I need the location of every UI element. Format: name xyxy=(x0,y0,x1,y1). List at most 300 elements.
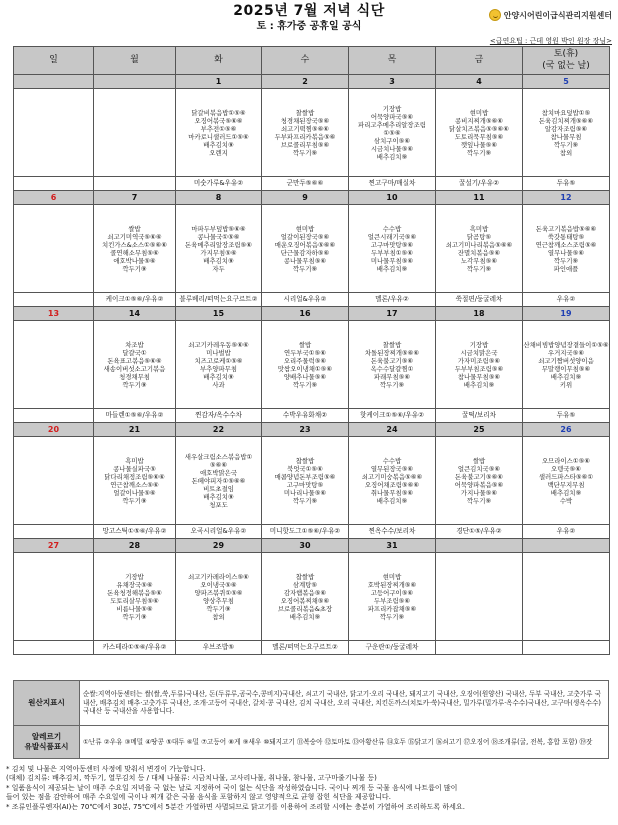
snack-cell: 케이크①⑤⑥/우유② xyxy=(94,293,176,307)
menu-item: 새송이버섯소고기볶음 xyxy=(103,364,166,373)
snack-cell: 찐감자/옥수수차 xyxy=(176,409,262,423)
menu-calendar xyxy=(13,46,610,655)
date-cell: 5 xyxy=(523,75,610,89)
menu-item: 청경채무침 xyxy=(119,372,150,381)
snack-cell xyxy=(14,525,94,539)
menu-item: 돈육청정해볶음⑤⑥ xyxy=(107,588,162,597)
snack-cell: 오곡시리얼&우유② xyxy=(176,525,262,539)
date-cell: 29 xyxy=(176,539,262,553)
menu-cell xyxy=(523,89,610,177)
menu-item: 깍두기⑨ xyxy=(553,256,579,265)
menu-item: 현미밥 xyxy=(469,108,489,117)
menu-item: 두부파프리카볶음⑤⑥ xyxy=(274,132,336,141)
menu-item: 수수밥 xyxy=(382,224,402,233)
menu-item: 고구마맛탕⑤ xyxy=(286,480,324,489)
menu-item: 깍두기⑨ xyxy=(122,496,147,505)
note-line: (대체) 김치류: 배추김치, 깍두기, 열무김치 등 / 대체 나물류: 시금치나물, 고사리나물, 취나물, 참나물, 고구마줄기나물 등) xyxy=(6,774,377,783)
menu-item: 참나물무침⑤⑥ xyxy=(457,372,501,381)
menu-item: 비름나물⑤⑥ xyxy=(116,604,153,613)
snack-cell: 망고스틱①⑤⑥/우유② xyxy=(94,525,176,539)
snack-cell xyxy=(14,409,94,423)
date-cell: 24 xyxy=(349,423,436,437)
snack-cell: 마들렌①⑤⑥/우유② xyxy=(94,409,176,423)
date-cell xyxy=(523,539,610,553)
date-cell: 3 xyxy=(349,75,436,89)
menu-item: 파리고추메추리알장조림 xyxy=(358,120,426,129)
menu-item: 차조밥 xyxy=(125,340,144,349)
menu-item: ⑤⑥⑥ xyxy=(209,460,228,469)
date-cell: 17 xyxy=(349,307,436,321)
menu-item: 미나리나물⑤⑥ xyxy=(283,488,327,497)
menu-cell xyxy=(262,553,349,641)
weekday-2: 화 xyxy=(176,47,262,75)
menu-item: 오징어채조림⑤⑥⑥ xyxy=(364,480,420,489)
center-logo xyxy=(489,9,612,21)
origin-label: 원산지표시 xyxy=(14,681,80,726)
menu-cell xyxy=(176,437,262,525)
menu-item: 쇠고기미숭볶음⑤⑥⑥ xyxy=(361,472,423,481)
menu-item: 찰쌀밥 xyxy=(295,108,315,117)
menu-item: 맛쌈오이냉채①⑤⑥ xyxy=(277,364,333,373)
menu-item: 깍두기⑨ xyxy=(292,496,318,505)
menu-item: 깍두기⑨ xyxy=(122,380,147,389)
menu-cell xyxy=(436,89,523,177)
menu-item: 삼치구이⑤⑥ xyxy=(373,136,411,145)
menu-cell xyxy=(436,437,523,525)
menu-item: 치킨가스&소스①⑤⑥⑥ xyxy=(102,240,167,249)
date-cell: 1 xyxy=(176,75,262,89)
menu-item: 연두부국①⑤⑥ xyxy=(284,348,326,357)
snack-cell: 꿀설기/우유② xyxy=(436,177,523,191)
date-cell: 6 xyxy=(14,191,94,205)
date-cell xyxy=(14,75,94,89)
menu-item: 쌀밥 xyxy=(298,340,312,349)
menu-cell xyxy=(523,321,610,409)
menu-item: 배추김치⑨ xyxy=(550,488,582,497)
menu-cell xyxy=(176,89,262,177)
weekday-header-row xyxy=(14,47,610,75)
menu-item: 쌀밥 xyxy=(128,224,141,233)
snack-cell: 수박우유화채② xyxy=(262,409,349,423)
menu-item: 배추김치⑨ xyxy=(289,612,321,621)
menu-item: 참나물무침 xyxy=(550,132,582,141)
weekday-3: 수 xyxy=(262,47,349,75)
menu-item: 쌀밥 xyxy=(472,456,486,465)
menu-item: 두부부침①⑤⑥ xyxy=(371,248,413,257)
snack-row xyxy=(14,177,610,191)
menu-item: 얼큰시래기국⑤⑥ xyxy=(367,232,417,241)
menu-item: 파인애플 xyxy=(553,264,579,273)
menu-item: 돈육메추리알장조림⑤⑥ xyxy=(184,240,253,249)
menu-cell xyxy=(94,205,176,293)
menu-cell xyxy=(14,437,94,525)
menu-item: 고구마맛탕⑤⑥ xyxy=(370,240,414,249)
snack-cell: 핫케이크①⑤⑥/우유② xyxy=(349,409,436,423)
menu-item: 돈육표고볶음⑤⑥⑥ xyxy=(107,356,162,365)
menu-item: 애호박맑은국 xyxy=(199,468,238,477)
date-cell: 8 xyxy=(176,191,262,205)
snack-cell xyxy=(14,641,94,655)
menu-item: 깍두기⑨ xyxy=(122,612,147,621)
date-cell: 13 xyxy=(14,307,94,321)
menu-cell xyxy=(94,321,176,409)
menu-row xyxy=(14,437,610,525)
menu-cell xyxy=(176,321,262,409)
menu-item: 깍두기⑨ xyxy=(466,264,492,273)
page-subtitle: 토 : 휴가중 공휴일 공식 xyxy=(256,21,362,32)
snack-cell xyxy=(523,641,610,655)
menu-item: 현미밥 xyxy=(295,224,315,233)
menu-item: 브로콜리무침⑤⑥ xyxy=(280,140,330,149)
menu-item: 얼갈이나물⑤⑥ xyxy=(113,488,156,497)
menu-item: 깍두기⑨ xyxy=(292,148,318,157)
menu-item: 깻잎나물⑤⑥ xyxy=(460,140,498,149)
center-name: 안양시어린이급식관리지원센터 xyxy=(503,10,612,20)
snack-cell xyxy=(14,177,94,191)
menu-cell xyxy=(94,89,176,177)
date-cell: 26 xyxy=(523,423,610,437)
menu-item: 찰쌀밥 xyxy=(382,340,402,349)
menu-item: 매운오징어볶음⑤⑥⑥ xyxy=(274,240,336,249)
menu-item: 무말랭이무침⑤⑥ xyxy=(541,364,591,373)
menu-cell xyxy=(349,553,436,641)
menu-item: 매콤양념돈부조림⑤⑥ xyxy=(274,472,336,481)
snack-cell: 카스테라①⑤⑥/우유② xyxy=(94,641,176,655)
menu-item: 차돌된장찌개⑤⑥⑥ xyxy=(364,348,420,357)
menu-item: 두부부침조림⑤⑥ xyxy=(454,364,504,373)
menu-item: 돈육김치찌개⑤⑥⑥ xyxy=(538,116,594,125)
menu-item: 쇠고기미나리볶음⑤⑥⑥ xyxy=(445,240,513,249)
menu-item: 돈육불고기⑤⑥⑥ xyxy=(454,472,504,481)
menu-item: 닭곰탕⑤ xyxy=(466,232,492,241)
menu-item: 깍두기⑨ xyxy=(292,264,318,273)
weekday-1: 월 xyxy=(94,47,176,75)
menu-item: 호박된장찌개⑤⑥ xyxy=(367,580,417,589)
menu-item: 도토리살무침⑤⑥ xyxy=(110,596,159,605)
origin-text: 순쌀:지역아동센터는 쌀(쌀,쑥,두류)국내산, 돈(두류루,곰국수,콩비지)국내산, 쇠고기 국내산, 닭고기·오리 국내산, 돼지고기 국내산, 오징어(원양산) 국내산, 두부 국내산, 고춧가루 국내산, 배추김치 배추·고춧가루 국내산, 조개·고등어 국내산, 갈치·콩 국내산, 김치 국내산, 오리 국내산, 치킨돈까스(치토카·쑥)국내산, 밀가루(밀가루·옥수수)국내산, 고구마(생옥수수)국내산 등 국내산을 사용합니다. xyxy=(80,681,609,726)
snack-cell: 미니핫도그①⑤⑥/우유② xyxy=(262,525,349,539)
menu-cell xyxy=(14,553,94,641)
menu-item: 열무된장국⑤⑥ xyxy=(370,464,414,473)
menu-item: 비트초절임 xyxy=(203,484,234,493)
menu-item: 배추김치⑨ xyxy=(463,380,495,389)
snack-row xyxy=(14,525,610,539)
menu-item: 오므라이스①⑤⑥ xyxy=(541,456,591,465)
date-cell xyxy=(94,75,176,89)
menu-item: 오징어볶찌채⑤⑥ xyxy=(280,596,330,605)
page-title: 2025년 7월 저녁 식단 xyxy=(233,3,385,19)
weekday-5: 금 xyxy=(436,47,523,75)
menu-item: 깍두기⑨ xyxy=(379,612,405,621)
menu-item: 알감자조림⑤⑥ xyxy=(544,124,588,133)
menu-item: 배추김치⑨ xyxy=(376,264,408,273)
menu-cell xyxy=(14,89,94,177)
menu-item: 도토리묵무침⑤⑥ xyxy=(454,132,504,141)
menu-item: 깍두기⑨ xyxy=(122,264,147,273)
allergy-text: ①난류 ②우유 ③메밀 ④땅콩 ⑤대두 ⑥밀 ⑦고등어 ⑧게 ⑨새우 ⑩돼지고기 ⑪복숭아 ⑫토마토 ⑬아황산류 ⑭호두 ⑮닭고기 ⑯쇠고기 ⑰오징어 ⑱조개류(굴, 전복, 홍합 포함) ⑲잣 xyxy=(80,726,609,759)
date-row xyxy=(14,423,610,437)
menu-item: 고등어구이⑤⑥ xyxy=(370,588,414,597)
menu-item: 산채비빔밥양념장곁들이①⑤⑥ xyxy=(523,340,609,349)
menu-item: 부추양파무침 xyxy=(199,364,238,373)
menu-item: 쇠고기카레라이스⑤⑥ xyxy=(188,572,249,581)
menu-item: 달걀국① xyxy=(122,348,147,357)
menu-cell xyxy=(14,205,94,293)
menu-item: 흑미밥 xyxy=(125,456,144,465)
menu-item: 파래무침⑤⑥ xyxy=(373,372,411,381)
date-cell: 18 xyxy=(436,307,523,321)
menu-item: 콩나물실파국⑤ xyxy=(113,464,156,473)
menu-item: 깍두기⑨ xyxy=(466,496,492,505)
menu-item: 흑미밥 xyxy=(469,224,489,233)
menu-item: 취나물무침⑤⑥ xyxy=(370,488,414,497)
menu-item: 어묵양파볶음⑤⑥ xyxy=(454,480,504,489)
menu-cell xyxy=(349,205,436,293)
menu-item: 오리주물럭⑤⑥ xyxy=(283,356,327,365)
date-cell: 28 xyxy=(94,539,176,553)
menu-item: 기장밥 xyxy=(469,340,489,349)
menu-item: 배추김치⑨ xyxy=(203,372,234,381)
menu-item: 가지무침⑤⑥ xyxy=(200,248,237,257)
menu-item: 두부조림⑤⑥ xyxy=(373,596,411,605)
date-row xyxy=(14,539,610,553)
note-line: * 김치 및 나물은 지역아동센터 사정에 맞춰서 변경이 가능합니다. xyxy=(6,765,206,773)
snack-cell: 두유⑤ xyxy=(523,177,610,191)
date-row xyxy=(14,191,610,205)
snack-cell: 미숫가루&우유② xyxy=(176,177,262,191)
menu-item: 콩나물국①⑤⑥ xyxy=(197,232,240,241)
weekday-6: 토(휴) (국 없는 날) xyxy=(523,47,610,75)
menu-item: 돈육불고기⑤⑥ xyxy=(370,356,414,365)
menu-item: 치즈고로케①⑤⑥ xyxy=(194,356,243,365)
menu-item: 브로콜리볶음&초장 xyxy=(277,604,333,613)
menu-item: 오뎅국⑤⑥ xyxy=(551,464,581,473)
snack-row xyxy=(14,409,610,423)
menu-item: 콩비지찌개⑤⑥⑥ xyxy=(454,116,504,125)
snack-cell xyxy=(94,177,176,191)
menu-item: 돈육고기볶음밥⑤⑥⑥ xyxy=(535,224,597,233)
menu-item: 우거지국⑤⑥ xyxy=(547,348,585,357)
menu-item: 깍두기⑨ xyxy=(379,380,405,389)
menu-item: 쇠고기미역국⑤⑥⑥ xyxy=(107,232,162,241)
menu-cell xyxy=(14,321,94,409)
menu-item: 어묵양파국⑤⑥ xyxy=(370,112,414,121)
menu-item: 연근참깨소스⑤⑥ xyxy=(110,480,159,489)
menu-item: 오이냉국⑤⑥ xyxy=(200,580,237,589)
snack-cell: 경단①⑤/우유② xyxy=(436,525,523,539)
snack-cell xyxy=(436,641,523,655)
menu-item: 북엇국①⑤⑥ xyxy=(287,464,323,473)
date-cell: 31 xyxy=(349,539,436,553)
menu-item: 얼큰김치국⑤⑥ xyxy=(457,464,501,473)
date-row xyxy=(14,307,610,321)
menu-cell xyxy=(94,437,176,525)
menu-item: 배추김치⑨ xyxy=(376,152,408,161)
calendar-body xyxy=(14,75,610,655)
snack-cell: 두유⑤ xyxy=(523,409,610,423)
snack-cell: 우유② xyxy=(523,525,610,539)
menu-item: 깍두기⑨ xyxy=(553,140,579,149)
menu-item: 유채장국⑤⑥ xyxy=(116,580,153,589)
allergy-label xyxy=(14,726,80,759)
menu-item: 새우살크림소스볶음밥① xyxy=(184,452,253,461)
menu-cell xyxy=(349,89,436,177)
note-line: 들어 있는 점을 감안하여 매주 수요일에 국이나 찌개 같은 국물 음식을 포함하지 않고 영양적으로 균형 잡힌 식단을 제공합니다. xyxy=(6,793,391,802)
date-cell: 9 xyxy=(262,191,349,205)
menu-item: 사과 xyxy=(212,380,225,389)
date-cell: 2 xyxy=(262,75,349,89)
notes xyxy=(6,765,612,812)
menu-item: 참외 xyxy=(559,148,573,157)
menu-item: ①⑤⑥ xyxy=(383,128,401,137)
date-cell: 19 xyxy=(523,307,610,321)
menu-item: 찹쌀밥 xyxy=(295,572,315,581)
menu-item: 옥수수달걀찜① xyxy=(370,364,414,373)
snack-row xyxy=(14,641,610,655)
menu-cell xyxy=(523,437,610,525)
menu-item: 양파즈볶퀴①⑤⑥ xyxy=(194,588,243,597)
menu-cell xyxy=(262,89,349,177)
snack-cell xyxy=(14,293,94,307)
menu-item: 시금치나물⑤⑥ xyxy=(370,144,414,153)
snack-cell: 멜론/우유② xyxy=(349,293,436,307)
menu-item: 가자미조림⑤⑥ xyxy=(457,356,501,365)
date-cell: 14 xyxy=(94,307,176,321)
menu-item: 미나벌밥 xyxy=(206,348,231,357)
date-cell: 25 xyxy=(436,423,523,437)
menu-item: 콩나물무침⑤⑥ xyxy=(283,256,327,265)
menu-item: 쇠고기짬버섯양이음 xyxy=(538,356,594,365)
weekday-4: 목 xyxy=(349,47,436,75)
menu-item: 가지나물⑤⑥ xyxy=(460,488,498,497)
menu-item: 잔멸치볶음⑤⑥ xyxy=(457,248,501,257)
menu-item: 배추김치⑨ xyxy=(203,256,234,265)
menu-row xyxy=(14,205,610,293)
menu-item: 참치마요덮밥①⑤ xyxy=(541,108,591,117)
menu-row xyxy=(14,553,610,641)
menu-item: 양상추무침 xyxy=(203,596,234,605)
note-line: * 일품음식이 제공되는 날이 매주 수요일 저녁을 국 없는 날로 지정하여 국이 없는 식단을 작성하였습니다. 국이나 찌개 등 국물 음식에 나트륨이 많이 xyxy=(6,783,458,792)
info-table xyxy=(13,680,609,759)
date-cell: 23 xyxy=(262,423,349,437)
menu-item: 청포도 xyxy=(209,500,228,509)
menu-cell xyxy=(176,553,262,641)
snack-cell: 시리얼&우유② xyxy=(262,293,349,307)
date-cell: 27 xyxy=(14,539,94,553)
menu-cell xyxy=(262,205,349,293)
menu-cell xyxy=(436,205,523,293)
menu-cell xyxy=(523,205,610,293)
menu-item: 얼갈이된장국⑤⑥ xyxy=(280,232,330,241)
date-cell: 7 xyxy=(94,191,176,205)
menu-item: 배추김치⑨ xyxy=(376,496,408,505)
menu-item: 마카로니샐러드①⑤⑥ xyxy=(188,132,249,141)
menu-item: 수박 xyxy=(559,496,573,505)
menu-item: 감자햄볶음⑤⑥ xyxy=(283,588,327,597)
menu-item: 배추김치⑨ xyxy=(550,372,582,381)
date-cell: 11 xyxy=(436,191,523,205)
menu-cell xyxy=(349,321,436,409)
menu-item: 수수밥 xyxy=(382,456,402,465)
menu-item: 시금치맑은국 xyxy=(460,348,498,357)
menu-item: 기장밥 xyxy=(125,572,144,581)
date-cell: 30 xyxy=(262,539,349,553)
menu-row xyxy=(14,89,610,177)
date-cell xyxy=(436,539,523,553)
snack-cell: 구운란①/둥굴레차 xyxy=(349,641,436,655)
menu-item: 키위 xyxy=(559,380,573,389)
menu-cell xyxy=(436,553,523,641)
menu-item: 깍두기⑨ xyxy=(466,148,492,157)
menu-item: 콜연해소무침⑤⑥ xyxy=(110,248,159,257)
date-cell: 12 xyxy=(523,191,610,205)
menu-item: 연근참깨소스조림⑤⑥ xyxy=(535,240,597,249)
menu-item: 노각무침⑤⑥ xyxy=(460,256,498,265)
menu-item: 쑥갓통태탕⑤ xyxy=(547,232,585,241)
menu-item: 깍두기⑨ xyxy=(292,380,318,389)
menu-item: 닭다리채정조림⑤⑥⑥ xyxy=(104,472,165,481)
allergy-label-text: 알레르기 유발식품표시 xyxy=(24,732,69,751)
menu-item: 백단무지무침 xyxy=(547,480,585,489)
menu-item: 애호박나물⑤⑥ xyxy=(113,256,156,265)
menu-item: 오렌지 xyxy=(209,148,228,157)
date-cell: 4 xyxy=(436,75,523,89)
snack-row xyxy=(14,293,610,307)
menu-item: 닭갈비볶음밥①⑤⑥ xyxy=(191,108,246,117)
date-cell: 21 xyxy=(94,423,176,437)
menu-item: 배추김치⑨ xyxy=(203,492,234,501)
snack-cell: 꿀떡/보리차 xyxy=(436,409,523,423)
menu-item: 찹쌀밥 xyxy=(295,456,315,465)
menu-item: 배추김치⑨ xyxy=(203,140,234,149)
date-cell: 15 xyxy=(176,307,262,321)
menu-cell xyxy=(523,553,610,641)
weekday-0: 일 xyxy=(14,47,94,75)
menu-item: 오징어볶국⑤⑥⑥ xyxy=(194,116,243,125)
menu-item: 닭살치즈볶음⑤⑤⑥⑥ xyxy=(449,124,509,133)
date-cell: 22 xyxy=(176,423,262,437)
menu-item: 자두 xyxy=(212,264,225,273)
menu-cell xyxy=(262,437,349,525)
snack-cell: 찐옥수수/보리차 xyxy=(349,525,436,539)
menu-item: 참외 xyxy=(212,612,225,621)
snack-cell: 군만두⑤⑥⑥ xyxy=(262,177,349,191)
menu-item: 파프리카잡채⑤⑥ xyxy=(367,604,417,613)
menu-cell xyxy=(262,321,349,409)
menu-item: 쇠고기카레우동⑤⑥⑥ xyxy=(188,340,249,349)
menu-item: 미나물무침⑤⑥ xyxy=(370,256,414,265)
menu-cell xyxy=(176,205,262,293)
snack-cell: 쑥절편/둥굴레차 xyxy=(436,293,523,307)
menu-cell xyxy=(436,321,523,409)
date-cell: 10 xyxy=(349,191,436,205)
menu-cell xyxy=(349,437,436,525)
menu-item: 돈떼야피자①⑤⑥⑥ xyxy=(191,476,246,485)
menu-item: 단근물감자하⑤⑥ xyxy=(280,248,330,257)
menu-item: 청경채된장국⑤⑥ xyxy=(280,116,330,125)
menu-item: 삼계탕⑤ xyxy=(292,580,318,589)
snack-cell: 찐고구마/매실차 xyxy=(349,177,436,191)
menu-item: 현미밥 xyxy=(382,572,402,581)
snack-cell: 멜론/떠먹는요구르트② xyxy=(262,641,349,655)
menu-cell xyxy=(94,553,176,641)
note-line: * 조류인플루엔자(AI)는 70℃에서 30분, 75℃에서 5분간 가열하면 사멸되므로 닭고기를 이용하여 조리할 시에는 충분히 가열하여 조리하도록 하세요. xyxy=(6,802,465,811)
menu-item: 기장밥 xyxy=(382,104,402,113)
menu-item: 샐러드파스타⑤⑥① xyxy=(538,472,594,481)
menu-item: 열무나물⑤⑥ xyxy=(547,248,585,257)
smile-logo-icon xyxy=(489,9,501,21)
date-cell: 16 xyxy=(262,307,349,321)
